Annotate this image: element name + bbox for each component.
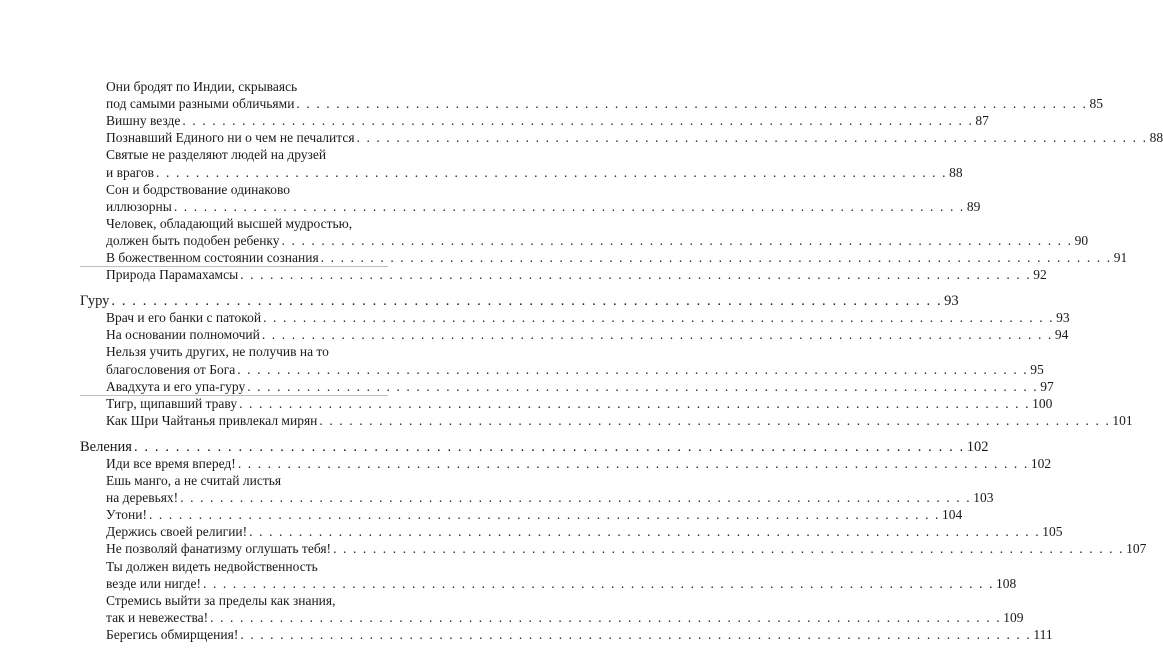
entry-title: Ешь манго, а не считай листья [106, 473, 282, 488]
dot-leader: . . . . . . . . . . . . . . . . . . . . . . . . . . . . . . . . . . . . . . . . . . . . . . . . . . . . . . . . . . . . . . . . . . . . . . . . . . . . . . . . [180, 490, 972, 506]
toc-entry [106, 215, 388, 233]
dot-leader: . . . . . . . . . . . . . . . . . . . . . . . . . . . . . . . . . . . . . . . . . . . . . . . . . . . . . . . . . . . . . . . . . . . . . . . . . . . . . . . . [173, 198, 965, 214]
page-number: 107 [1126, 541, 1147, 557]
toc-section-heading [80, 438, 989, 456]
entry-title: Познавший Единого ни о чем не печалится [106, 130, 355, 146]
entry-title: Как Шри Чайтанья привлекал мирян [106, 412, 318, 428]
entry-title: Вишну везде [106, 113, 181, 129]
toc-entry [106, 129, 1163, 147]
entry-title: Сон и бодрствование одинаково [106, 181, 291, 197]
toc-entry [106, 164, 963, 182]
entry-title: Берегись обмирщения! [106, 626, 239, 642]
dot-leader: . . . . . . . . . . . . . . . . . . . . . . . . . . . . . . . . . . . . . . . . . . . . . . . . . . . . . . . . . . . . . . . . . . . . . . . . . . . . . . . . [281, 232, 1073, 248]
entry-title: В божественном состоянии сознания [106, 250, 319, 265]
entry-title: Святые не разделяют людей на друзей [106, 147, 327, 163]
toc-entry [106, 343, 388, 361]
toc-entry [106, 78, 388, 96]
entry-title: везде или нигде! [106, 575, 202, 591]
entry-title: Ты должен видеть недвойственность [106, 558, 318, 574]
toc-entry [106, 112, 989, 130]
page-number: 97 [1040, 378, 1054, 394]
page-number: 89 [966, 198, 981, 214]
entry-title: должен быть подобен ребенку [106, 232, 280, 248]
entry-title: Человек, обладающий высшей мудростью, [106, 215, 353, 231]
toc-entry [106, 198, 981, 216]
toc-entry [106, 592, 388, 610]
toc-entry [106, 146, 388, 164]
toc-entry [106, 395, 1053, 413]
toc-entry [106, 558, 388, 576]
page-number: 101 [1112, 412, 1133, 428]
dot-leader: . . . . . . . . . . . . . . . . . . . . . . . . . . . . . . . . . . . . . . . . . . . . . . . . . . . . . . . . . . . . . . . . . . . . . . . . . . . . . . . . [240, 626, 1032, 642]
dot-leader: . . . . . . . . . . . . . . . . . . . . . . . . . . . . . . . . . . . . . . . . . . . . . . . . . . . . . . . . . . . . . . . . . . . . . . . . . . . . . . . . [210, 609, 1002, 625]
entry-title: так и невежества! [106, 609, 209, 625]
section-title: Гуру [80, 293, 110, 310]
dot-leader: . . . . . . . . . . . . . . . . . . . . . . . . . . . . . . . . . . . . . . . . . . . . . . . . . . . . . . . . . . . . . . . . . . . . . . . . . . . . . . . . [319, 412, 1111, 428]
entry-title: благословения от Бога [106, 361, 236, 377]
entry-title: Стремись выйти за пределы как знания, [106, 592, 336, 608]
entry-title: Врач и его банки с патокой [106, 310, 262, 326]
page-number: 102 [966, 438, 989, 455]
toc-entry [106, 326, 1069, 344]
entry-title: под самыми разными обличьями [106, 96, 295, 112]
entry-title: Нельзя учить других, не получив на то [106, 344, 329, 360]
dot-leader: . . . . . . . . . . . . . . . . . . . . . . . . . . . . . . . . . . . . . . . . . . . . . . . . . . . . . . . . . . . . . . . . . . . . . . . . . . . . . . . . [261, 327, 1053, 343]
page-number: 100 [1032, 395, 1053, 411]
dot-leader: . . . . . . . . . . . . . . . . . . . . . . . . . . . . . . . . . . . . . . . . . . . . . . . . . . . . . . . . . . . . . . . . . . . . . . . . . . . . . . . . [156, 164, 948, 180]
toc-entry [106, 232, 1089, 250]
toc-entry [106, 181, 388, 199]
section-title: Веления [80, 438, 132, 455]
page-number: 94 [1054, 327, 1069, 343]
page-number: 102 [1030, 455, 1052, 471]
dot-leader: . . . . . . . . . . . . . . . . . . . . . . . . . . . . . . . . . . . . . . . . . . . . . . . . . . . . . . . . . . . . . . . . . . . . . . . . . . . . . . . . [237, 361, 1029, 377]
page-number: 111 [1033, 626, 1053, 642]
entry-title: Природа Парамахамсы [106, 267, 239, 283]
dot-leader: . . . . . . . . . . . . . . . . . . . . . . . . . . . . . . . . . . . . . . . . . . . . . . . . . . . . . . . . . . . . . . . . . . . . . . . . . . . . . . . . [111, 293, 943, 310]
entry-title: Они бродят по Индии, скрываясь [106, 79, 298, 94]
dot-leader: . . . . . . . . . . . . . . . . . . . . . . . . . . . . . . . . . . . . . . . . . . . . . . . . . . . . . . . . . . . . . . . . . . . . . . . . . . . . . . . . [237, 455, 1029, 471]
page-number: 108 [996, 575, 1017, 591]
dot-leader: . . . . . . . . . . . . . . . . . . . . . . . . . . . . . . . . . . . . . . . . . . . . . . . . . . . . . . . . . . . . . . . . . . . . . . . . . . . . . . . . [263, 310, 1055, 326]
toc-entry [106, 506, 963, 524]
toc-entry [106, 472, 388, 490]
page-number: 105 [1042, 524, 1063, 540]
page-number: 92 [1033, 267, 1047, 283]
entry-title: на деревьях! [106, 490, 179, 506]
page-number: 88 [949, 164, 963, 180]
page-number: 88 [1149, 130, 1163, 146]
page-number: 91 [1113, 250, 1128, 265]
entry-title: Утони! [106, 507, 147, 523]
entry-title: Тигр, щипавший траву [106, 395, 238, 411]
toc-entry [106, 266, 1047, 284]
dot-leader: . . . . . . . . . . . . . . . . . . . . . . . . . . . . . . . . . . . . . . . . . . . . . . . . . . . . . . . . . . . . . . . . . . . . . . . . . . . . . . . . [240, 267, 1032, 283]
dot-leader: . . . . . . . . . . . . . . . . . . . . . . . . . . . . . . . . . . . . . . . . . . . . . . . . . . . . . . . . . . . . . . . . . . . . . . . . . . . . . . . . [320, 250, 1112, 265]
page-number: 87 [975, 113, 989, 129]
dot-leader: . . . . . . . . . . . . . . . . . . . . . . . . . . . . . . . . . . . . . . . . . . . . . . . . . . . . . . . . . . . . . . . . . . . . . . . . . . . . . . . . [247, 378, 1039, 394]
entry-title: иллюзорны [106, 198, 172, 214]
toc-entry [106, 455, 1052, 473]
entry-title: Держись своей религии! [106, 524, 248, 540]
dot-leader: . . . . . . . . . . . . . . . . . . . . . . . . . . . . . . . . . . . . . . . . . . . . . . . . . . . . . . . . . . . . . . . . . . . . . . . . . . . . . . . . [356, 130, 1148, 146]
entry-title: Иди все время вперед! [106, 455, 236, 471]
dot-leader: . . . . . . . . . . . . . . . . . . . . . . . . . . . . . . . . . . . . . . . . . . . . . . . . . . . . . . . . . . . . . . . . . . . . . . . . . . . . . . . . [333, 541, 1125, 557]
toc-entry [106, 412, 1133, 430]
page-number: 90 [1074, 232, 1089, 248]
toc-entry [106, 626, 1053, 644]
toc-entry [106, 309, 1070, 327]
toc-entry [106, 609, 1024, 627]
dot-leader: . . . . . . . . . . . . . . . . . . . . . . . . . . . . . . . . . . . . . . . . . . . . . . . . . . . . . . . . . . . . . . . . . . . . . . . . . . . . . . . . [249, 524, 1041, 540]
dot-leader: . . . . . . . . . . . . . . . . . . . . . . . . . . . . . . . . . . . . . . . . . . . . . . . . . . . . . . . . . . . . . . . . . . . . . . . . . . . . . . . . [148, 507, 941, 523]
page-number: 104 [942, 507, 963, 523]
page-number: 95 [1030, 361, 1044, 377]
toc-entry [106, 249, 1128, 267]
toc-section-heading [80, 292, 959, 310]
dot-leader: . . . . . . . . . . . . . . . . . . . . . . . . . . . . . . . . . . . . . . . . . . . . . . . . . . . . . . . . . . . . . . . . . . . . . . . . . . . . . . . . [296, 96, 1088, 112]
dot-leader: . . . . . . . . . . . . . . . . . . . . . . . . . . . . . . . . . . . . . . . . . . . . . . . . . . . . . . . . . . . . . . . . . . . . . . . . . . . . . . . . [239, 395, 1031, 411]
entry-title: Авадхута и его упа-гуру [106, 378, 246, 394]
page-number: 103 [973, 490, 994, 506]
entry-title: На основании полномочий [106, 327, 260, 343]
toc-entry [106, 575, 1017, 593]
page-number: 93 [1056, 310, 1070, 326]
toc-entry [106, 540, 1147, 558]
entry-title: и врагов [106, 164, 155, 180]
page-number: 109 [1003, 609, 1024, 625]
toc-entry [106, 523, 1063, 541]
page-number: 85 [1089, 96, 1103, 112]
toc-entry [106, 95, 1103, 113]
toc-entry [106, 378, 1054, 396]
entry-title: Не позволяй фанатизму оглушать тебя! [106, 541, 332, 557]
dot-leader: . . . . . . . . . . . . . . . . . . . . . . . . . . . . . . . . . . . . . . . . . . . . . . . . . . . . . . . . . . . . . . . . . . . . . . . . . . . . . . . . [203, 575, 995, 591]
dot-leader: . . . . . . . . . . . . . . . . . . . . . . . . . . . . . . . . . . . . . . . . . . . . . . . . . . . . . . . . . . . . . . . . . . . . . . . . . . . . . . . . [133, 438, 965, 455]
page-number: 93 [944, 293, 959, 310]
toc-entry [106, 489, 994, 507]
toc-entry [106, 361, 1044, 379]
dot-leader: . . . . . . . . . . . . . . . . . . . . . . . . . . . . . . . . . . . . . . . . . . . . . . . . . . . . . . . . . . . . . . . . . . . . . . . . . . . . . . . . [182, 113, 974, 129]
